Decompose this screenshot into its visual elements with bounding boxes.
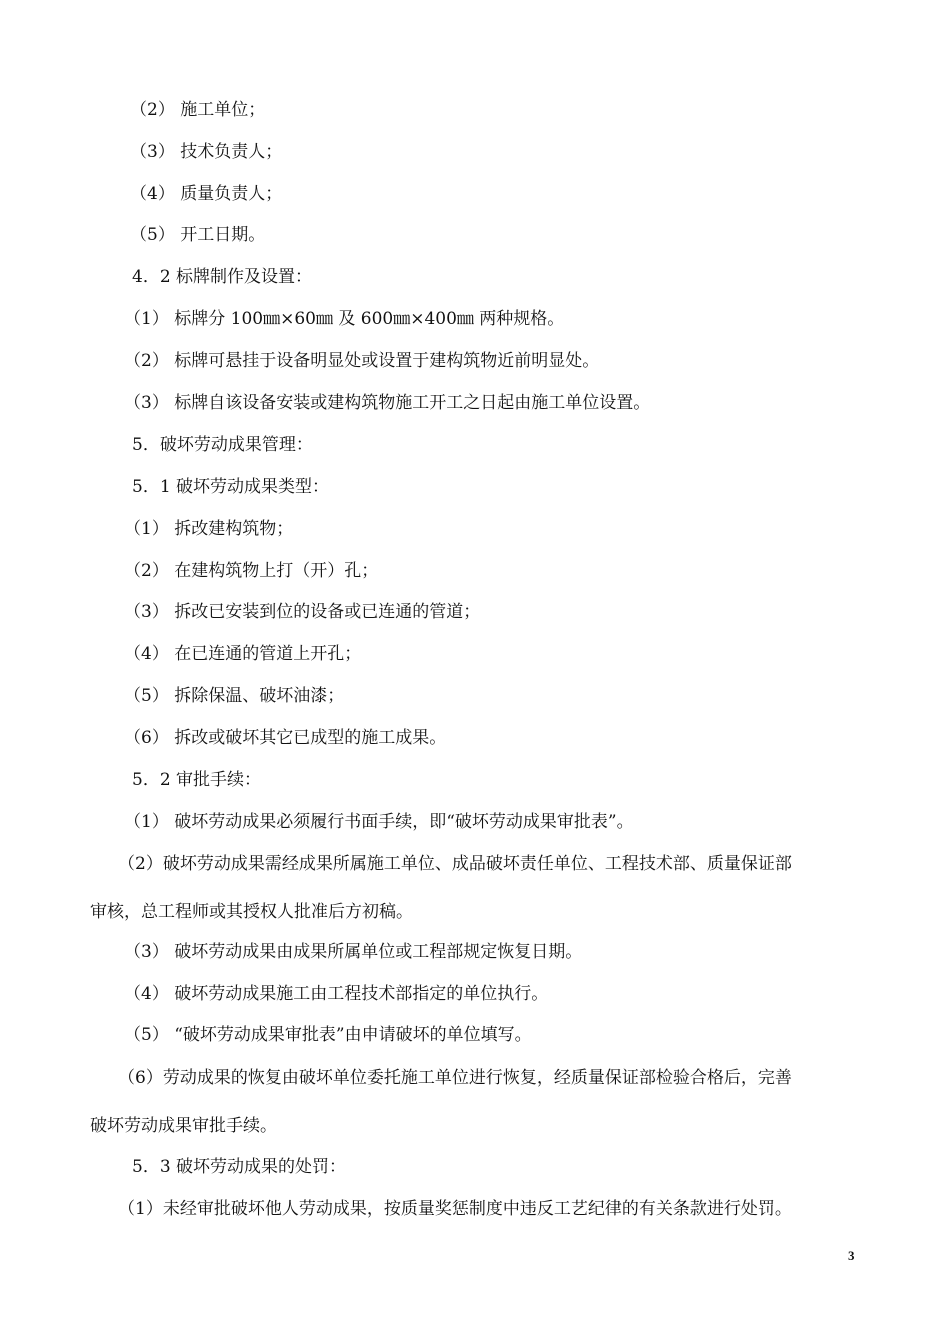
text-line: （3） 标牌自该设备安装或建构筑物施工开工之日起由施工单位设置。 (124, 393, 651, 413)
page-number: 3 (848, 1248, 855, 1263)
text-line: （4） 质量负责人； (130, 184, 283, 204)
text-line: （3） 拆改已安装到位的设备或已连通的管道； (124, 602, 481, 622)
text-line: （2） 标牌可悬挂于设备明显处或设置于建构筑物近前明显处。 (124, 351, 600, 371)
text-line: （2） 施工单位； (130, 100, 266, 120)
text-line: （1）未经审批破坏他人劳动成果，按质量奖惩制度中违反工艺纪律的有关条款进行处罚。 (118, 1199, 792, 1219)
text-line: 破坏劳动成果审批手续。 (90, 1116, 277, 1136)
section-heading: 5．2 审批手续： (132, 770, 262, 790)
section-heading: 5．破坏劳动成果管理： (132, 435, 313, 455)
section-heading: 5．1 破坏劳动成果类型： (132, 477, 330, 497)
text-line: （2）破坏劳动成果需经成果所属施工单位、成品破坏责任单位、工程技术部、质量保证部 (118, 854, 792, 874)
section-heading: 5．3 破坏劳动成果的处罚： (132, 1157, 347, 1177)
text-line: （1） 拆改建构筑物； (124, 519, 294, 539)
text-line: （5） “破坏劳动成果审批表”由申请破坏的单位填写。 (124, 1025, 532, 1045)
section-heading: 4．2 标牌制作及设置： (132, 267, 313, 287)
text-line: （3） 破坏劳动成果由成果所属单位或工程部规定恢复日期。 (124, 942, 583, 962)
text-line: （6）劳动成果的恢复由破坏单位委托施工单位进行恢复，经质量保证部检验合格后，完善 (118, 1068, 792, 1088)
text-line: （4） 在已连通的管道上开孔； (124, 644, 362, 664)
text-line: （1） 标牌分 100㎜×60㎜ 及 600㎜×400㎜ 两种规格。 (124, 309, 565, 329)
text-line: （1） 破坏劳动成果必须履行书面手续，即“破坏劳动成果审批表”。 (124, 812, 634, 832)
text-line: （2） 在建构筑物上打（开）孔； (124, 561, 379, 581)
text-line: （4） 破坏劳动成果施工由工程技术部指定的单位执行。 (124, 984, 549, 1004)
text-line: （5） 拆除保温、破坏油漆； (124, 686, 345, 706)
text-line: （6） 拆改或破坏其它已成型的施工成果。 (124, 728, 447, 748)
text-line: （5） 开工日期。 (130, 225, 266, 245)
text-line: （3） 技术负责人； (130, 142, 283, 162)
text-line: 审核，总工程师或其授权人批准后方初稿。 (90, 902, 413, 922)
